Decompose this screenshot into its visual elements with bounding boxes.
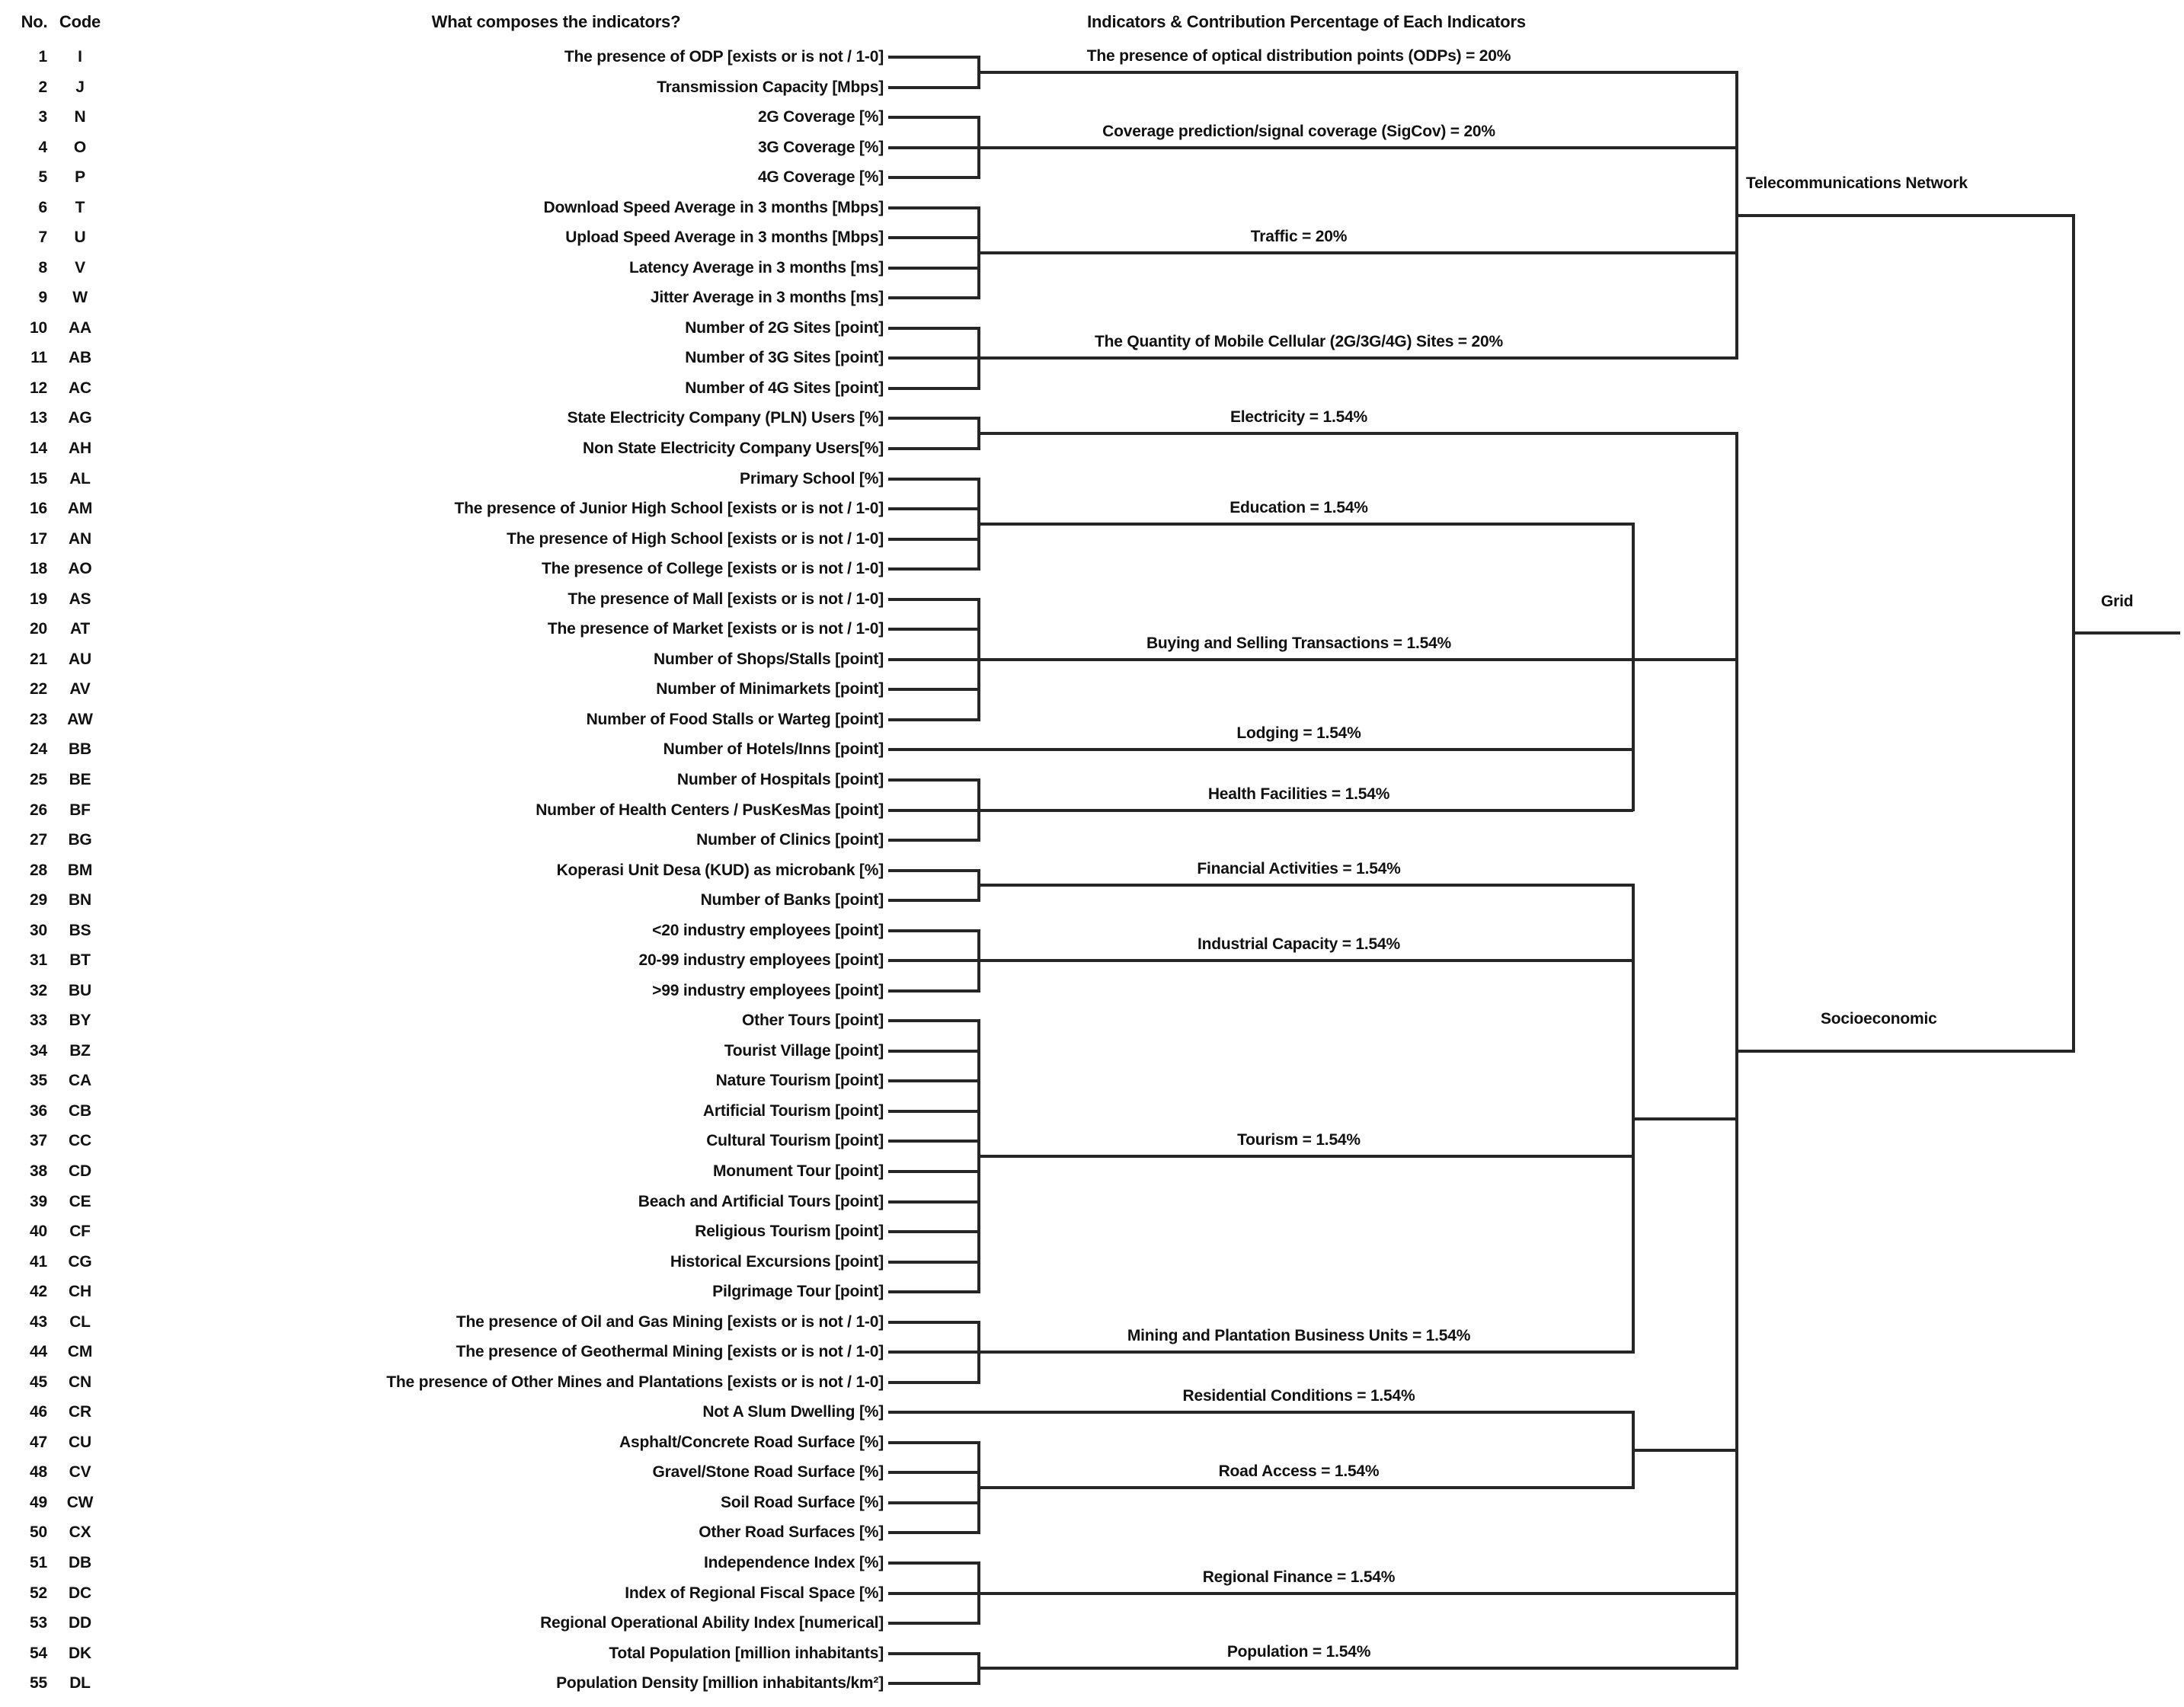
row-number: 8 <box>38 258 47 277</box>
row-number: 18 <box>30 560 47 578</box>
group-line <box>888 748 1633 751</box>
row-code: BZ <box>69 1041 91 1060</box>
row-code: AG <box>68 409 92 427</box>
row-code: CC <box>69 1132 91 1150</box>
row-number: 17 <box>30 529 47 548</box>
leaf-connector-line <box>888 989 980 993</box>
row-code: CA <box>69 1072 91 1090</box>
group-label: Road Access = 1.54% <box>1218 1462 1380 1481</box>
leaf-connector-line <box>888 538 980 541</box>
row-label: Number of Clinics [point] <box>696 831 884 849</box>
header-composition: What composes the indicators? <box>431 12 681 31</box>
leaf-connector-line <box>888 296 980 299</box>
row-number: 9 <box>38 289 47 307</box>
group-line <box>979 523 1633 526</box>
row-code: BB <box>69 740 91 759</box>
leaf-connector-line <box>888 267 980 270</box>
group-label: Coverage prediction/signal coverage (SigCov) = 20% <box>1102 122 1495 140</box>
row-code: CD <box>69 1162 91 1180</box>
leaf-connector-line <box>888 1471 980 1474</box>
row-label: Religious Tourism [point] <box>695 1223 884 1241</box>
row-number: 38 <box>30 1162 47 1180</box>
row-number: 40 <box>30 1223 47 1241</box>
row-code: N <box>74 108 86 126</box>
row-code: BU <box>69 981 91 999</box>
row-label: Download Speed Average in 3 months [Mbps] <box>543 198 884 216</box>
row-label: Number of 3G Sites [point] <box>685 349 884 367</box>
row-code: BG <box>68 831 92 849</box>
leaf-connector-line <box>888 869 980 872</box>
row-code: V <box>75 258 85 277</box>
row-code: BF <box>69 801 91 819</box>
row-label: Regional Operational Ability Index [numerical] <box>540 1614 884 1632</box>
group-line <box>979 658 1737 661</box>
row-code: AL <box>69 469 91 487</box>
row-number: 55 <box>30 1674 47 1693</box>
group-line <box>979 1592 1737 1595</box>
row-code: AC <box>69 379 91 397</box>
leaf-connector-line <box>888 206 980 209</box>
row-number: 22 <box>30 680 47 698</box>
leaf-connector-line <box>888 1261 980 1264</box>
row-code: J <box>75 78 85 96</box>
leaf-connector-line <box>888 176 980 179</box>
row-number: 49 <box>30 1493 47 1511</box>
leaf-connector-line <box>888 1019 980 1022</box>
row-label: Non State Electricity Company Users[%] <box>582 440 884 458</box>
row-label: Jitter Average in 3 months [ms] <box>650 289 884 307</box>
row-number: 7 <box>38 229 47 247</box>
row-code: CG <box>68 1252 92 1271</box>
row-code: CM <box>67 1343 93 1361</box>
leaf-connector-line <box>888 1531 980 1534</box>
row-label: Gravel/Stone Road Surface [%] <box>652 1463 884 1482</box>
row-code: CB <box>69 1101 91 1120</box>
leaf-connector-line <box>888 417 980 420</box>
leaf-connector-line <box>888 1050 980 1053</box>
group-line <box>979 1351 1633 1354</box>
group-label: Industrial Capacity = 1.54% <box>1198 935 1400 954</box>
row-number: 31 <box>30 951 47 970</box>
leaf-connector-line <box>888 356 980 360</box>
group-label: Mining and Plantation Business Units = 1.54% <box>1127 1327 1471 1345</box>
leaf-connector-line <box>888 1652 980 1655</box>
row-label: Monument Tour [point] <box>712 1162 884 1180</box>
row-number: 51 <box>30 1554 47 1571</box>
category-label-telecommunications-network: Telecommunications Network <box>1746 174 1968 192</box>
row-label: Soil Road Surface [%] <box>720 1493 884 1511</box>
row-number: 23 <box>30 710 47 728</box>
row-label: 4G Coverage [%] <box>757 168 884 187</box>
row-code: AN <box>69 529 91 548</box>
socioeconomic-output-line <box>1737 1050 2074 1053</box>
row-code: AB <box>69 349 91 367</box>
row-number: 15 <box>30 469 47 487</box>
leaf-connector-line <box>888 1501 980 1504</box>
row-label: Pilgrimage Tour [point] <box>712 1283 884 1301</box>
row-label: The presence of Oil and Gas Mining [exists or is not / 1-0] <box>456 1312 884 1331</box>
row-label: The presence of High School [exists or is not / 1-0] <box>507 529 884 548</box>
group-line <box>979 959 1633 962</box>
row-number: 45 <box>30 1373 47 1391</box>
sub-bracket-output-line <box>1633 1449 1737 1452</box>
row-code: W <box>72 289 88 307</box>
header-no: No. <box>21 12 48 31</box>
row-label: 2G Coverage [%] <box>757 108 884 126</box>
row-code: AT <box>69 620 91 638</box>
group-label: Education = 1.54% <box>1229 498 1368 516</box>
leaf-connector-line <box>888 1170 980 1173</box>
row-code: CL <box>69 1312 91 1331</box>
group-line <box>979 1155 1633 1158</box>
group-label: Buying and Selling Transactions = 1.54% <box>1146 634 1452 652</box>
row-number: 52 <box>30 1584 47 1602</box>
row-code: U <box>74 229 86 247</box>
row-label: Other Road Surfaces [%] <box>699 1523 884 1542</box>
row-code: DK <box>69 1644 91 1662</box>
row-code: DD <box>69 1614 91 1632</box>
group-line <box>979 356 1737 360</box>
row-code: CW <box>66 1493 94 1511</box>
row-number: 39 <box>30 1192 47 1210</box>
row-number: 54 <box>30 1644 47 1662</box>
row-number: 34 <box>30 1041 47 1060</box>
row-code: CR <box>69 1403 91 1421</box>
row-number: 53 <box>30 1614 47 1632</box>
row-number: 37 <box>30 1132 47 1150</box>
row-number: 6 <box>38 198 47 216</box>
leaf-connector-line <box>888 507 980 510</box>
leaf-connector-line <box>888 86 980 89</box>
row-code: CU <box>69 1433 91 1451</box>
row-code: BT <box>69 951 91 970</box>
leaf-connector-line <box>888 567 980 571</box>
group-label: Population = 1.54% <box>1226 1643 1371 1661</box>
row-code: AH <box>69 440 91 458</box>
row-label: Koperasi Unit Desa (KUD) as microbank [%] <box>556 861 884 879</box>
sub-bracket-output-line <box>1633 1117 1737 1120</box>
row-code: AO <box>68 560 92 578</box>
leaf-connector-line <box>888 598 980 601</box>
row-label: The presence of ODP [exists or is not / 1-0] <box>564 48 884 66</box>
row-number: 12 <box>30 379 47 397</box>
row-number: 26 <box>30 801 47 819</box>
row-label: Number of Hospitals [point] <box>676 770 884 788</box>
row-label: Primary School [%] <box>740 469 884 487</box>
row-code: BS <box>69 921 91 939</box>
leaf-connector-line <box>888 146 980 149</box>
row-label: Number of Food Stalls or Warteg [point] <box>586 710 884 728</box>
leaf-connector-line <box>888 1200 980 1204</box>
group-label: Traffic = 20% <box>1250 228 1348 245</box>
leaf-connector-line <box>888 116 980 119</box>
leaf-connector-line <box>888 628 980 631</box>
row-number: 3 <box>38 108 47 126</box>
row-number: 36 <box>30 1101 47 1120</box>
leaf-connector-line <box>888 1290 980 1293</box>
row-label: Population Density [million inhabitants/km²] <box>556 1674 884 1693</box>
group-label: Regional Finance = 1.54% <box>1202 1568 1396 1586</box>
row-code: I <box>78 48 82 66</box>
row-number: 42 <box>30 1283 47 1301</box>
row-label: The presence of Geothermal Mining [exists or is not / 1-0] <box>456 1343 884 1361</box>
row-label: Nature Tourism [point] <box>715 1072 884 1090</box>
row-label: Transmission Capacity [Mbps] <box>657 78 884 96</box>
row-label: Number of 2G Sites [point] <box>685 318 884 337</box>
row-code: AM <box>67 500 93 518</box>
leaf-connector-line <box>888 929 980 932</box>
row-label: Independence Index [%] <box>704 1554 884 1571</box>
group-label: The Quantity of Mobile Cellular (2G/3G/4G) Sites = 20% <box>1095 333 1503 351</box>
row-number: 25 <box>30 770 47 788</box>
row-code: DL <box>69 1674 91 1693</box>
row-number: 50 <box>30 1523 47 1542</box>
row-number: 46 <box>30 1403 47 1421</box>
group-line <box>979 432 1737 435</box>
row-code: CX <box>69 1523 91 1542</box>
row-number: 32 <box>30 981 47 999</box>
row-number: 1 <box>38 48 47 66</box>
leaf-connector-line <box>888 778 980 782</box>
group-line <box>979 251 1737 254</box>
leaf-connector-line <box>888 658 980 661</box>
row-code: CV <box>69 1463 91 1482</box>
leaf-connector-line <box>888 1110 980 1113</box>
leaf-connector-line <box>888 478 980 481</box>
leaf-connector-line <box>888 899 980 902</box>
row-code: DB <box>69 1554 91 1571</box>
row-code: BE <box>69 770 91 788</box>
leaf-connector-line <box>888 327 980 330</box>
leaf-connector-line <box>888 839 980 842</box>
row-label: Number of Minimarkets [point] <box>656 680 884 698</box>
row-label: Other Tours [point] <box>742 1012 884 1030</box>
row-code: T <box>75 198 85 216</box>
leaf-connector-line <box>888 1351 980 1354</box>
row-label: The presence of College [exists or is not / 1-0] <box>541 560 884 578</box>
leaf-connector-line <box>888 1230 980 1233</box>
leaf-connector-line <box>888 1592 980 1595</box>
row-label: Number of Banks [point] <box>700 891 884 909</box>
row-number: 41 <box>30 1252 47 1271</box>
row-code: P <box>75 168 85 187</box>
row-label: 20-99 industry employees [point] <box>638 951 884 970</box>
row-number: 20 <box>30 620 47 638</box>
row-code: AW <box>67 710 93 728</box>
row-number: 10 <box>30 318 47 337</box>
row-label: Number of 4G Sites [point] <box>685 379 884 397</box>
row-code: AA <box>69 318 91 337</box>
row-label: The presence of Junior High School [exists or is not / 1-0] <box>454 500 884 518</box>
row-number: 47 <box>30 1433 47 1451</box>
row-code: O <box>73 138 87 156</box>
row-number: 24 <box>30 740 47 759</box>
row-number: 35 <box>30 1072 47 1090</box>
row-code: AV <box>69 680 91 698</box>
row-number: 28 <box>30 861 47 879</box>
leaf-connector-line <box>888 1622 980 1625</box>
leaf-connector-line <box>888 56 980 59</box>
root-label-grid: Grid <box>2101 593 2134 610</box>
telecom-output-line <box>1737 214 2074 217</box>
group-line <box>979 71 1737 74</box>
group-line <box>979 809 1633 812</box>
row-number: 5 <box>38 168 47 187</box>
row-number: 27 <box>30 831 47 849</box>
group-line <box>888 1411 1633 1414</box>
row-number: 29 <box>30 891 47 909</box>
sub-bracket-line <box>1632 523 1635 812</box>
row-label: 3G Coverage [%] <box>757 138 884 156</box>
category-label-socioeconomic: Socioeconomic <box>1821 1010 1937 1028</box>
row-label: Cultural Tourism [point] <box>706 1132 884 1150</box>
group-line <box>979 1486 1633 1489</box>
row-label: State Electricity Company (PLN) Users [%] <box>567 409 884 427</box>
row-number: 2 <box>38 78 47 96</box>
row-code: CF <box>69 1223 91 1241</box>
group-line <box>979 1667 1737 1670</box>
row-code: CN <box>69 1373 91 1391</box>
leaf-connector-line <box>888 1441 980 1444</box>
row-number: 19 <box>30 590 47 608</box>
row-number: 21 <box>30 650 47 668</box>
leaf-connector-line <box>888 387 980 390</box>
row-label: Artificial Tourism [point] <box>702 1101 884 1120</box>
row-number: 30 <box>30 921 47 939</box>
row-label: Historical Excursions [point] <box>670 1252 884 1271</box>
row-label: The presence of Mall [exists or is not / 1-0] <box>568 590 884 608</box>
group-line <box>979 146 1737 149</box>
group-label: Health Facilities = 1.54% <box>1207 785 1390 803</box>
row-label: Number of Hotels/Inns [point] <box>663 740 884 759</box>
row-number: 33 <box>30 1012 47 1030</box>
row-number: 44 <box>30 1343 47 1361</box>
leaf-connector-line <box>888 688 980 691</box>
row-code: AU <box>69 650 91 668</box>
row-label: The presence of Other Mines and Plantations [exists or is not / 1-0] <box>386 1373 884 1391</box>
row-code: DC <box>69 1584 91 1602</box>
row-label: Not A Slum Dwelling [%] <box>702 1403 884 1421</box>
row-label: Latency Average in 3 months [ms] <box>629 258 884 277</box>
leaf-connector-line <box>888 1682 980 1685</box>
row-label: Asphalt/Concrete Road Surface [%] <box>619 1433 884 1451</box>
row-code: AS <box>69 590 91 608</box>
row-number: 4 <box>38 138 47 156</box>
grid-output-line <box>2074 631 2180 635</box>
row-number: 14 <box>30 440 47 458</box>
row-code: BM <box>67 861 93 879</box>
leaf-connector-line <box>888 1381 980 1384</box>
header-code: Code <box>59 12 101 31</box>
row-number: 16 <box>30 500 47 518</box>
group-label: Lodging = 1.54% <box>1236 724 1361 743</box>
row-code: BN <box>69 891 91 909</box>
leaf-connector-line <box>888 447 980 450</box>
leaf-connector-line <box>888 236 980 239</box>
row-label: Number of Health Centers / PusKesMas [point] <box>536 801 884 819</box>
row-number: 11 <box>30 349 47 367</box>
leaf-connector-line <box>888 1140 980 1143</box>
leaf-connector-line <box>888 1562 980 1565</box>
leaf-connector-line <box>888 1079 980 1082</box>
row-number: 48 <box>30 1463 47 1482</box>
row-label: Tourist Village [point] <box>724 1041 884 1060</box>
leaf-connector-line <box>888 1321 980 1324</box>
group-label: Residential Conditions = 1.54% <box>1182 1387 1415 1405</box>
row-code: BY <box>69 1012 91 1030</box>
row-label: Beach and Artificial Tours [point] <box>638 1192 884 1210</box>
row-label: Total Population [million inhabitants] <box>609 1644 884 1662</box>
leaf-connector-line <box>888 718 980 721</box>
row-number: 43 <box>30 1312 47 1331</box>
row-label: Index of Regional Fiscal Space [%] <box>625 1584 884 1602</box>
header-indicators: Indicators & Contribution Percentage of Each Indicators <box>1087 12 1526 31</box>
row-code: CH <box>69 1283 91 1301</box>
leaf-connector-line <box>888 959 980 962</box>
leaf-connector-line <box>888 809 980 812</box>
group-line <box>979 884 1633 887</box>
row-label: The presence of Market [exists or is not / 1-0] <box>547 620 884 638</box>
group-label: Electricity = 1.54% <box>1229 408 1368 427</box>
group-label: The presence of optical distribution points (ODPs) = 20% <box>1086 46 1511 65</box>
row-label: <20 industry employees [point] <box>652 921 884 939</box>
row-label: Number of Shops/Stalls [point] <box>654 650 884 668</box>
row-label: >99 industry employees [point] <box>652 981 884 999</box>
row-code: CE <box>69 1192 91 1210</box>
group-label: Tourism = 1.54% <box>1237 1131 1361 1149</box>
row-number: 13 <box>30 409 47 427</box>
row-label: Upload Speed Average in 3 months [Mbps] <box>565 229 884 247</box>
group-label: Financial Activities = 1.54% <box>1197 860 1401 878</box>
